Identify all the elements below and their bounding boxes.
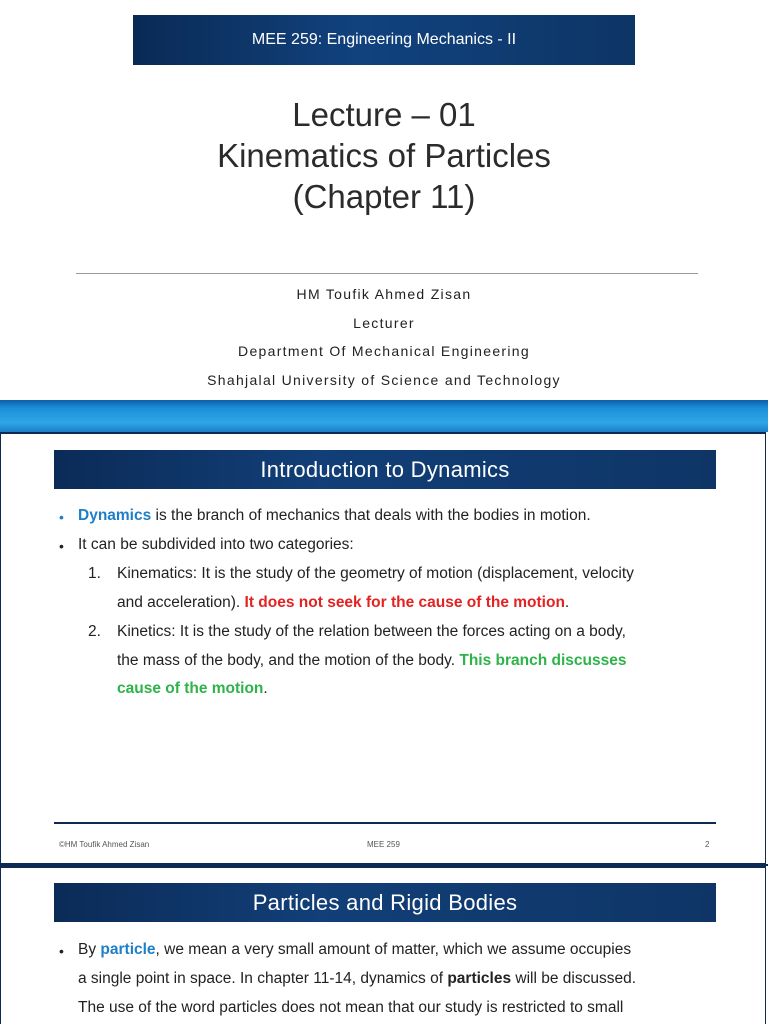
particles-text-cont: will be discussed. [511, 970, 637, 987]
presenter-role: Lecturer [353, 314, 415, 331]
slide-heading: Particles and Rigid Bodies [252, 889, 518, 915]
particles-line-1 [78, 941, 631, 959]
item-2-highlight: This branch discusses [459, 652, 627, 669]
bullet-dynamics [78, 507, 591, 525]
item-1-line-2 [117, 594, 569, 612]
particles-text-cont: , we mean a very small amount of matter, which we assume occupies [155, 941, 632, 958]
slide-separator [0, 400, 768, 432]
course-title: MEE 259: Engineering Mechanics - II [251, 31, 517, 48]
footer-author: ©HM Toufik Ahmed Zisan [59, 840, 150, 849]
item-2-text: the mass of the body, and the motion of the body. [117, 652, 460, 669]
bullet-icon: • [59, 943, 64, 959]
slide-heading: Introduction to Dynamics [260, 456, 510, 482]
presenter-name: HM Toufik Ahmed Zisan [296, 286, 472, 302]
title-line-1: Lecture – 01 [292, 96, 476, 133]
title-line-2: Kinematics of Particles [217, 137, 551, 174]
particles-text: a single point in space. In chapter 11-14, dynamics of [78, 970, 448, 987]
title-line-3: (Chapter 11) [292, 178, 476, 215]
bullet-dynamics-text: is the branch of mechanics that deals with the bodies in motion. [151, 507, 591, 524]
lecture-title [0, 94, 768, 217]
particles-line-2 [78, 970, 636, 988]
item-1-end: . [564, 594, 570, 611]
footer-course: MEE 259 [367, 840, 400, 849]
bullet-icon: • [59, 509, 64, 525]
presenter-university: Shahjalal University of Science and Technology [207, 371, 561, 388]
item-1-line-1: Kinematics: It is the study of the geometry of motion (displacement, velocity [117, 565, 634, 582]
footer-page-number: 2 [705, 840, 710, 849]
bullet-subdivided: It can be subdivided into two categories: [78, 536, 354, 553]
item-2-line-3 [117, 680, 268, 698]
course-banner [133, 15, 635, 65]
item-2-highlight-cont: cause of the motion [117, 680, 264, 697]
footer-divider [54, 822, 716, 824]
item-2-line-2 [117, 652, 627, 670]
title-divider [76, 273, 698, 274]
item-1-text: and acceleration). [117, 594, 245, 611]
term-particle: particle [100, 941, 156, 958]
bullet-icon: • [59, 538, 64, 554]
term-dynamics: Dynamics [78, 507, 152, 524]
particles-text: By [78, 941, 101, 958]
slide-heading-bar [54, 450, 716, 489]
title-slide [0, 0, 768, 400]
item-2-end: . [263, 680, 268, 697]
presenter-info [0, 283, 768, 397]
slide-introduction [0, 432, 766, 864]
slide-heading-bar [54, 883, 716, 922]
item-2-number: 2. [88, 623, 101, 640]
item-1-highlight: It does not seek for the cause of the motion [244, 594, 565, 611]
presenter-department: Department Of Mechanical Engineering [238, 343, 530, 359]
slide-particles [0, 866, 766, 1024]
item-2-line-1: Kinetics: It is the study of the relation between the forces acting on a body, [117, 623, 626, 640]
particles-line-3: The use of the word particles does not mean that our study is restricted to small [78, 999, 624, 1016]
term-particles-bold: particles [447, 970, 512, 987]
item-1-number: 1. [88, 565, 101, 582]
